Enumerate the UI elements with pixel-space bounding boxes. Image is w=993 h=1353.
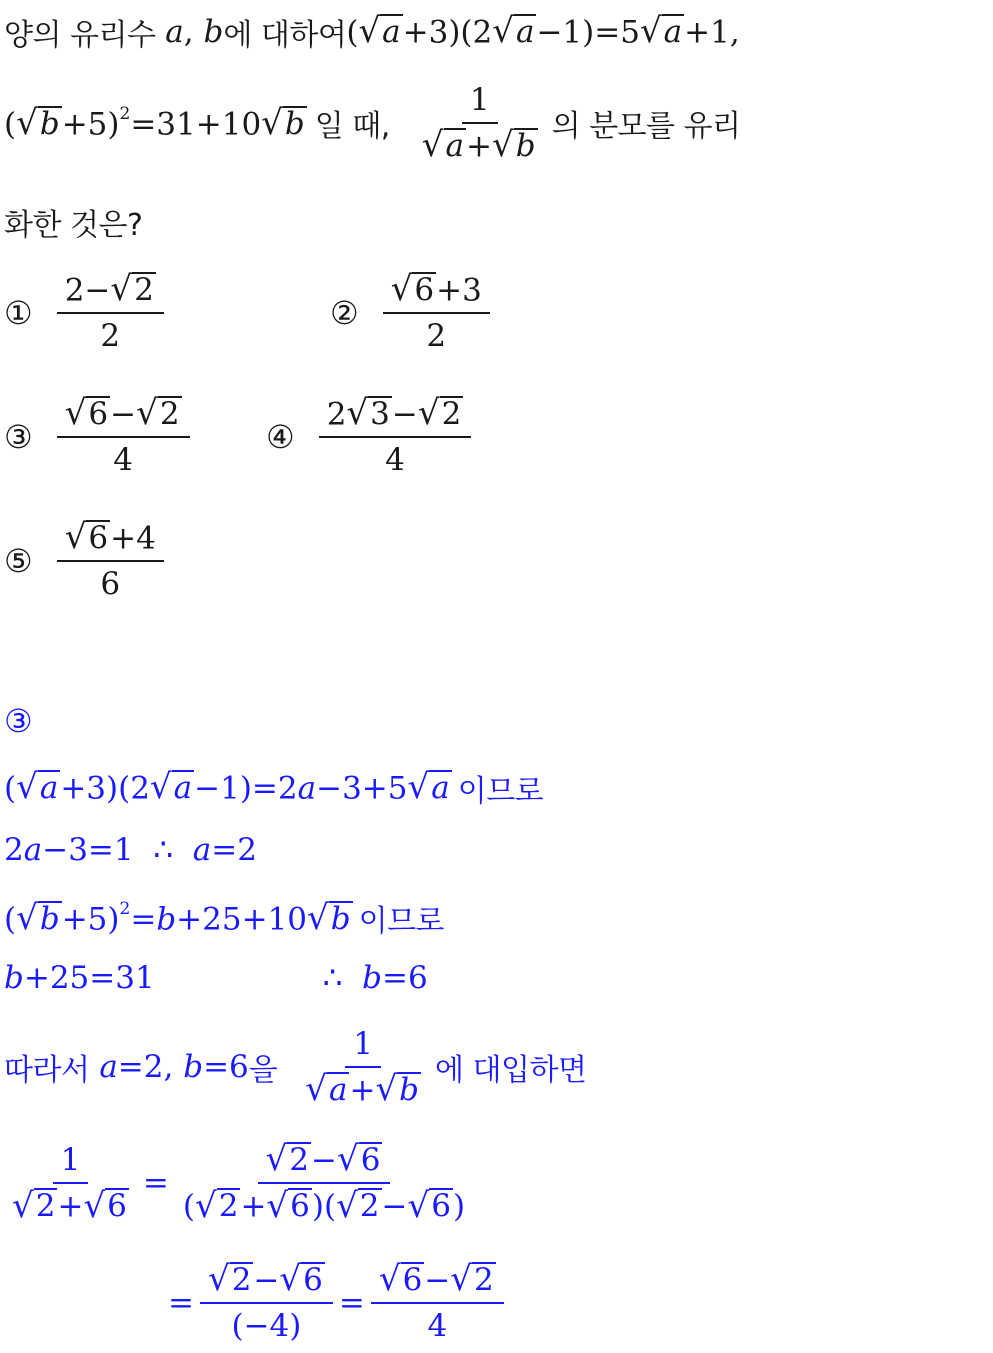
solution-line-5: 따라서 a=2, b=6 을 1 √ a + √ b 에 대입하면 (4, 1026, 587, 1110)
problem-text: 의 분모를 유리 (551, 109, 741, 145)
problem-text: 양의 유리수 (4, 18, 156, 53)
option-1[interactable]: ① 2− √ 2 2 (4, 272, 170, 354)
problem-line-3 (4, 200, 142, 244)
solution-line-3: ( √ b +5)$^2$=b+25+10 √ b 이므로 (4, 898, 445, 939)
problem-line-2 (4, 82, 741, 164)
fraction: 1 √ a + √ b (421, 82, 536, 166)
option-5[interactable]: ⑤ √ 6 +4 6 (4, 520, 170, 602)
problem-text: 에 대하여 (223, 18, 347, 53)
option-3[interactable]: ③ √ 6 − √ 2 4 (4, 396, 196, 478)
problem-text: 화한 것은? (4, 208, 143, 243)
math: a, b (165, 14, 224, 50)
solution-line-2: 2a−3=1 ∴ a=2 (4, 832, 257, 868)
math: ( √ a +3)(2 √ a −1)=5 √ a +1, (346, 11, 740, 52)
option-4[interactable]: ④ 2 √ 3 − √ 2 4 (266, 396, 477, 478)
solution-line-1: ( √ a +3)(2 √ a −1)=2a−3+5 √ a 이므로 (4, 767, 544, 809)
option-2[interactable]: ② √ 6 +3 2 (330, 272, 496, 354)
solution-line-7: = √ 2 − √ 6 (−4) = √ 6 − √ 2 4 (168, 1262, 510, 1344)
problem-line-1 (4, 10, 740, 54)
solution-line-4: b+25=31 ∴ b=6 (4, 960, 428, 996)
math: ( √ b +5)$^2$=31+10 √ b (4, 103, 305, 144)
solution-line-6: 1 √ 2 + √ 6 = √ 2 − √ 6 ( √ 2 + √ 6 )( √ 2 − √ 6 ) (12, 1139, 466, 1226)
problem-text: 일 때, (314, 109, 390, 145)
answer: ③ (4, 702, 33, 740)
